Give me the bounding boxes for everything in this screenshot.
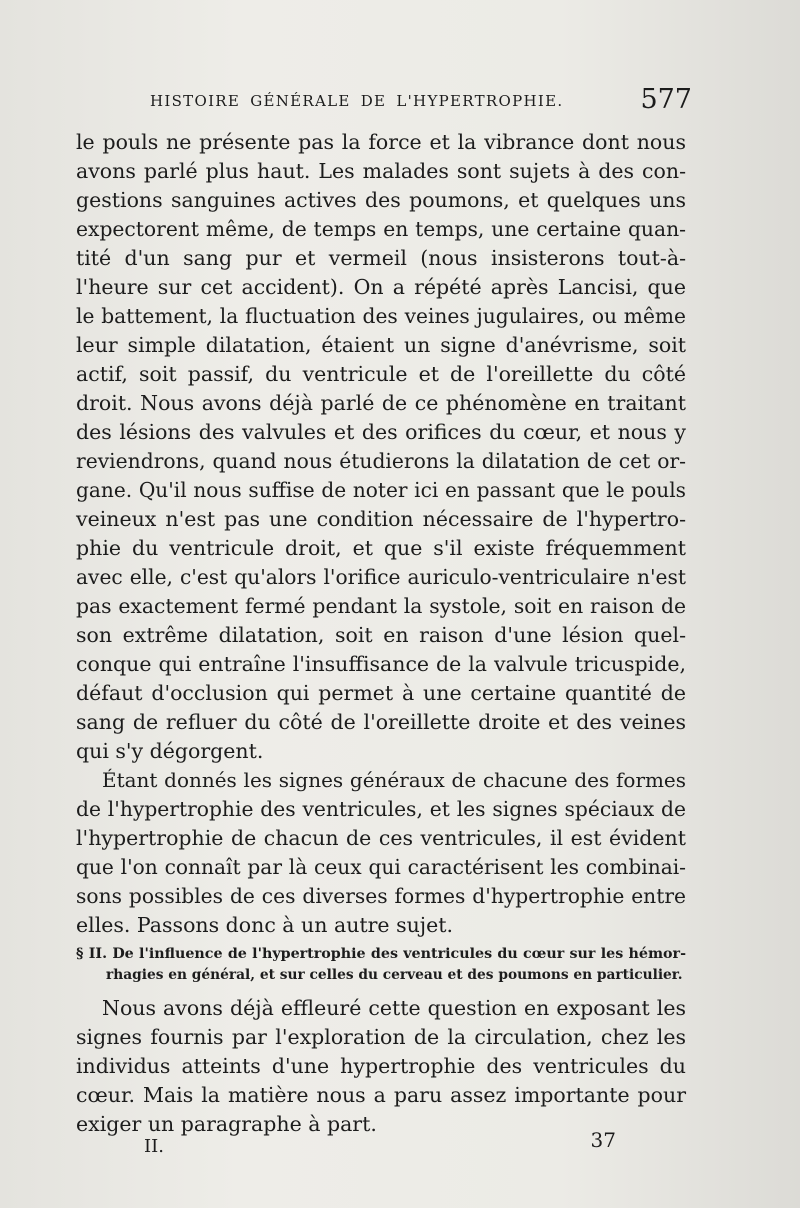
paragraph-2 <box>76 766 686 940</box>
text-line: actif, soit passif, du ventricule et de l'oreillette du côté <box>76 362 686 386</box>
text-line: avons parlé plus haut. Les malades sont sujets à des con- <box>76 159 686 183</box>
signature-mark: II. <box>144 1136 164 1157</box>
running-title: HISTOIRE GÉNÉRALE DE L'HYPERTROPHIE. <box>150 92 564 110</box>
text-line: de l'hypertrophie des ventricules, et les signes spéciaux de <box>76 797 686 821</box>
text-line: gestions sanguines actives des poumons, et quelques uns <box>76 188 686 212</box>
page-footer <box>76 1128 616 1158</box>
text-line: que l'on connaît par là ceux qui caractérisent les combinai- <box>76 855 686 879</box>
paragraph-1 <box>76 128 686 766</box>
text-line: son extrême dilatation, soit en raison d'une lésion quel- <box>76 623 686 647</box>
text-line: leur simple dilatation, étaient un signe d'anévrisme, soit <box>76 333 686 357</box>
section-heading <box>76 944 686 986</box>
text-line: sons possibles de ces diverses formes d'hypertrophie entre <box>76 884 686 908</box>
signature-number: 37 <box>590 1128 616 1152</box>
text-line: des lésions des valvules et des orifices du cœur, et nous y <box>76 420 686 444</box>
section-heading-line: rhagies en général, et sur celles du cerveau et des poumons en particulier. <box>106 967 683 983</box>
text-line: tité d'un sang pur et vermeil (nous insisterons tout-à- <box>76 246 686 270</box>
text-line: avec elle, c'est qu'alors l'orifice auriculo-ventriculaire n'est <box>76 565 686 589</box>
text-line: expectorent même, de temps en temps, une certaine quan- <box>76 217 686 241</box>
page-header <box>150 86 692 120</box>
text-line: défaut d'occlusion qui permet à une certaine quantité de <box>76 681 686 705</box>
section-heading-line: § II. De l'influence de l'hypertrophie des ventricules du cœur sur les hémor- <box>76 946 686 962</box>
text-line: pas exactement fermé pendant la systole, soit en raison de <box>76 594 686 618</box>
text-line: Étant donnés les signes généraux de chacune des formes <box>102 768 686 792</box>
text-line: conque qui entraîne l'insuffisance de la valvule tricuspide, <box>76 652 686 676</box>
text-line: l'hypertrophie de chacun de ces ventricules, il est évident <box>76 826 686 850</box>
text-line: sang de refluer du côté de l'oreillette droite et des veines <box>76 710 686 734</box>
text-line: signes fournis par l'exploration de la circulation, chez les <box>76 1025 686 1049</box>
text-line: le pouls ne présente pas la force et la vibrance dont nous <box>76 130 686 154</box>
text-line: qui s'y dégorgent. <box>76 739 264 763</box>
text-line: individus atteints d'une hypertrophie des ventricules du <box>76 1054 686 1078</box>
text-line: cœur. Mais la matière nous a paru assez importante pour <box>76 1083 686 1107</box>
text-line: gane. Qu'il nous suffise de noter ici en passant que le pouls <box>76 478 686 502</box>
text-line: elles. Passons donc à un autre sujet. <box>76 913 454 937</box>
body-text <box>76 128 686 1139</box>
text-line: veineux n'est pas une condition nécessaire de l'hypertro- <box>76 507 686 531</box>
text-line: reviendrons, quand nous étudierons la dilatation de cet or- <box>76 449 686 473</box>
paragraph-3 <box>76 994 686 1139</box>
text-line: droit. Nous avons déjà parlé de ce phénomène en traitant <box>76 391 686 415</box>
text-line: Nous avons déjà effleuré cette question en exposant les <box>102 996 686 1020</box>
page-number: 577 <box>640 84 692 115</box>
text-line: exiger un paragraphe à part. <box>76 1112 377 1136</box>
text-line: l'heure sur cet accident). On a répété après Lancisi, que <box>76 275 686 299</box>
text-line: le battement, la fluctuation des veines jugulaires, ou même <box>76 304 686 328</box>
text-line: phie du ventricule droit, et que s'il existe fréquemment <box>76 536 686 560</box>
